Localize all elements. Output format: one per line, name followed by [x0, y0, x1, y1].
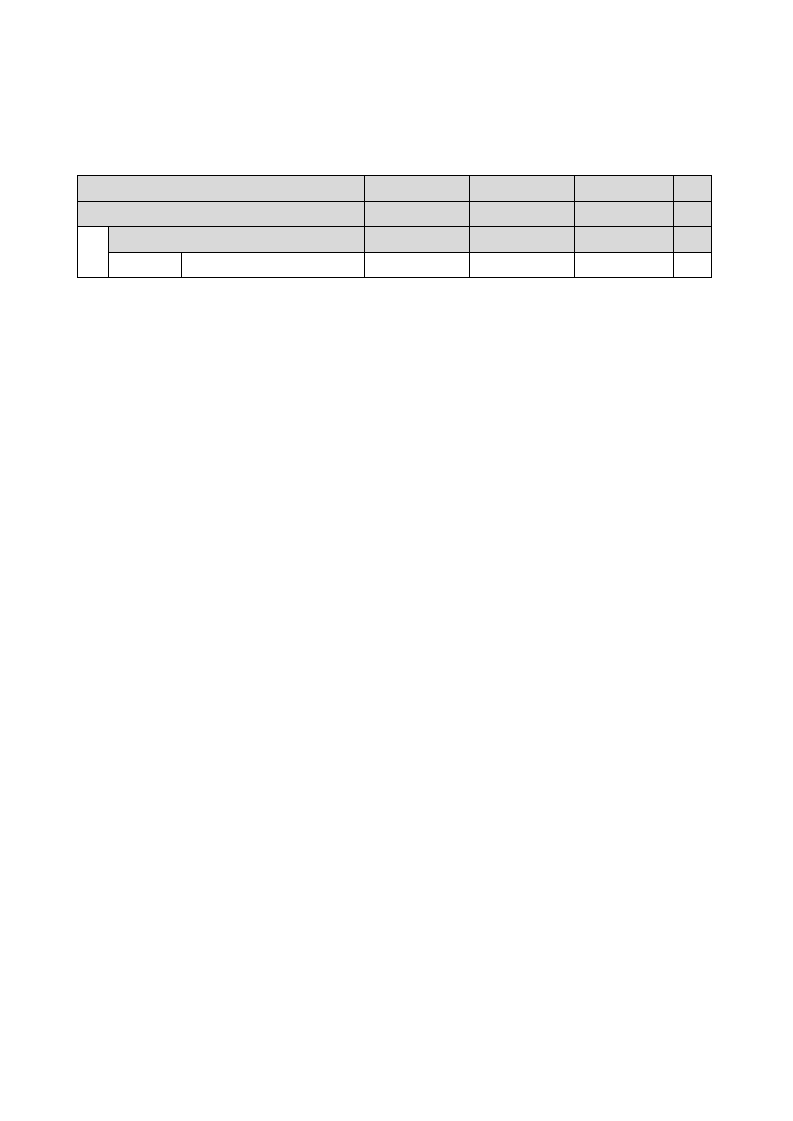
total-diff [575, 201, 674, 227]
total-row [78, 201, 712, 227]
header-diff [575, 176, 674, 202]
total-budget [365, 201, 470, 227]
personnel-label [109, 252, 182, 278]
subtotal-label [109, 227, 365, 253]
header-settle [470, 176, 575, 202]
section-label [78, 227, 109, 278]
header-category [78, 176, 365, 202]
expenditure-table [77, 175, 712, 278]
table-header [78, 176, 712, 202]
section-body [78, 227, 712, 278]
header-note [674, 176, 712, 202]
total-label [78, 201, 365, 227]
table-row [78, 252, 712, 278]
section-subtotal-row [78, 227, 712, 253]
total-settle [470, 201, 575, 227]
header-budget [365, 176, 470, 202]
